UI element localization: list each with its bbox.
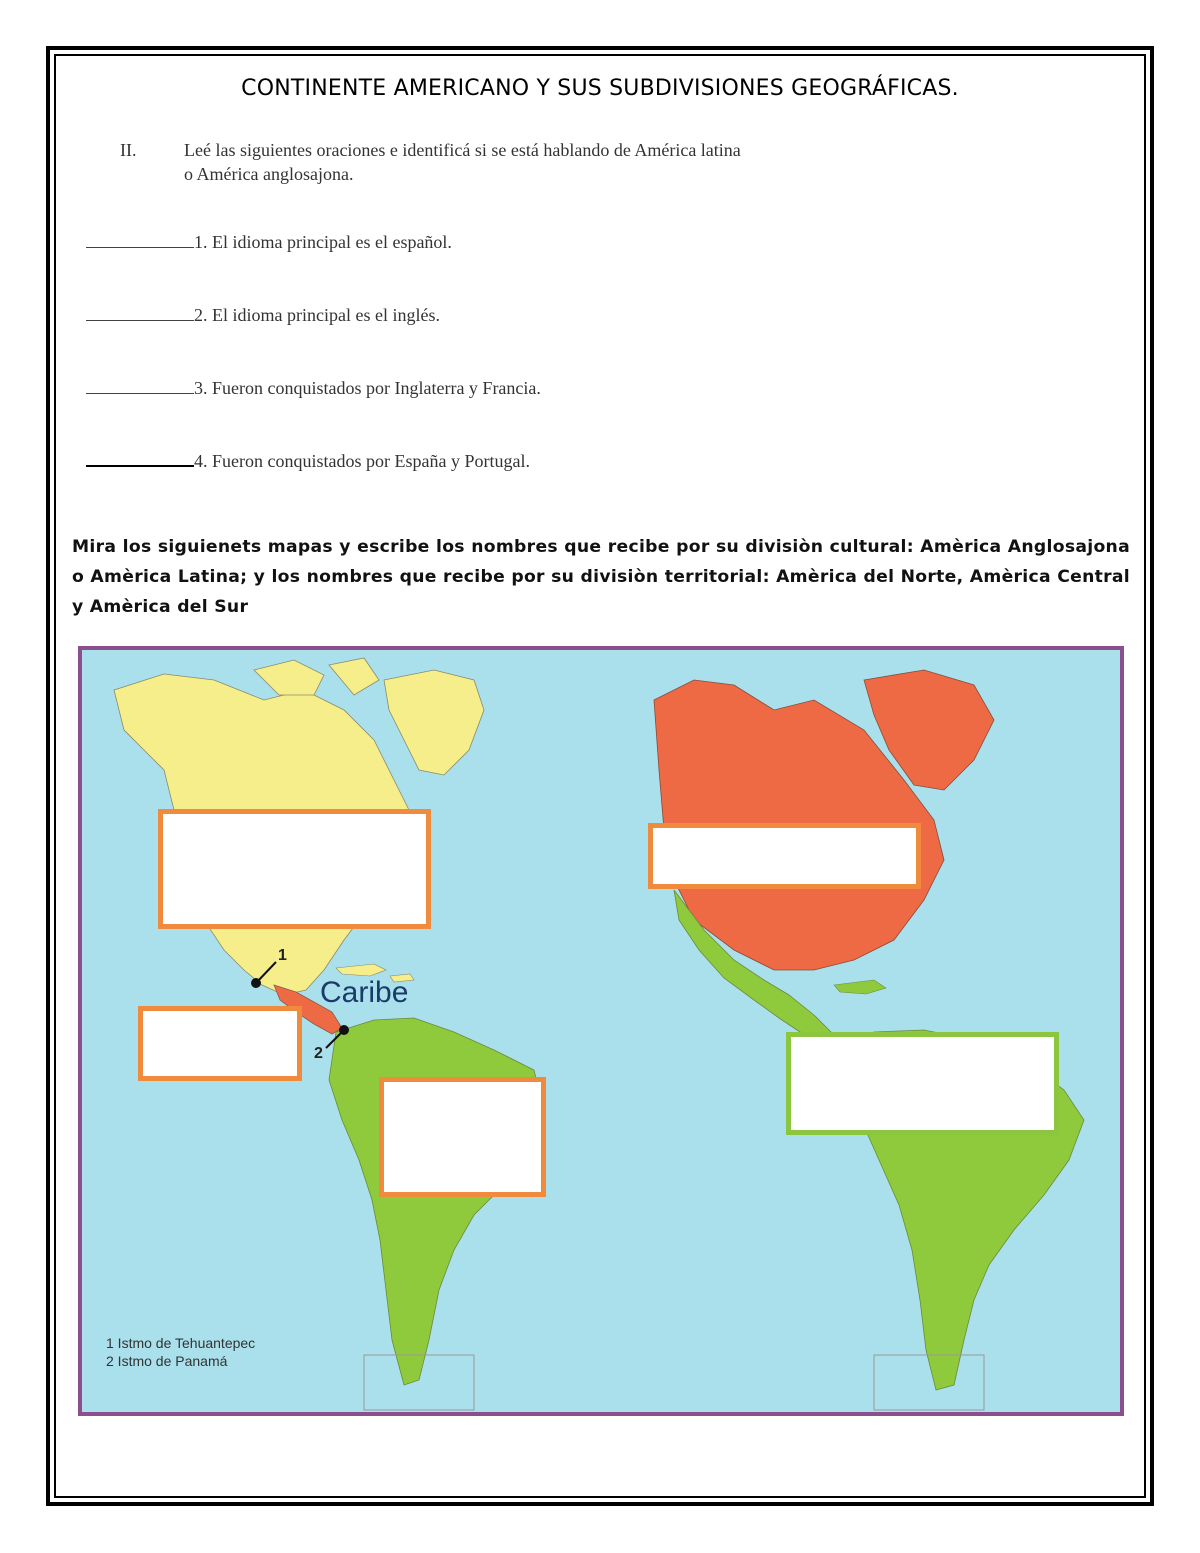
americas-map	[74, 640, 1128, 1422]
question-item-4	[86, 451, 530, 472]
question-text-2: 2. El idioma principal es el inglés.	[194, 305, 440, 325]
question-item-1	[86, 232, 452, 253]
page-title: CONTINENTE AMERICANO Y SUS SUBDIVISIONES GEOGRÁFICAS.	[241, 76, 959, 101]
question-text-3: 3. Fueron conquistados por Inglaterra y Francia.	[194, 378, 541, 398]
instructions-line-1: Leé las siguientes oraciones e identificá si se está hablando de América latina	[184, 140, 741, 160]
question-item-3	[86, 378, 541, 399]
label-box-north-america[interactable]	[158, 809, 431, 929]
legend-item-2: 2 Istmo de Panamá	[106, 1353, 228, 1369]
answer-blank-2[interactable]	[86, 306, 194, 321]
label-box-anglo-america[interactable]	[648, 823, 921, 889]
answer-blank-4[interactable]	[86, 451, 194, 467]
label-box-south-america[interactable]	[379, 1077, 546, 1197]
answer-blank-1[interactable]	[86, 233, 194, 248]
section-numeral: II.	[120, 140, 137, 160]
instructions-line-2: o América anglosajona.	[184, 164, 354, 184]
label-box-latin-america[interactable]	[786, 1032, 1059, 1135]
marker-2-label: 2	[314, 1045, 323, 1062]
marker-1-label: 1	[278, 947, 287, 964]
question-text-1: 1. El idioma principal es el español.	[194, 232, 452, 252]
label-box-central-america[interactable]	[138, 1006, 302, 1081]
exercise-instructions	[184, 138, 904, 186]
answer-blank-3[interactable]	[86, 379, 194, 394]
question-item-2	[86, 305, 440, 326]
legend-item-1: 1 Istmo de Tehuantepec	[106, 1335, 256, 1351]
question-text-4: 4. Fueron conquistados por España y Portugal.	[194, 451, 530, 471]
map-instructions: Mira los siguienets mapas y escribe los nombres que recibe por su divisiòn cultural: Amèrica Anglosajona o Amèrica Latina; y los nombres que recibe por su divisiòn territorial: Amèrica del Norte, Amèrica Central y Amèrica del Sur	[72, 537, 1130, 617]
caribe-label: Caribe	[320, 976, 409, 1009]
